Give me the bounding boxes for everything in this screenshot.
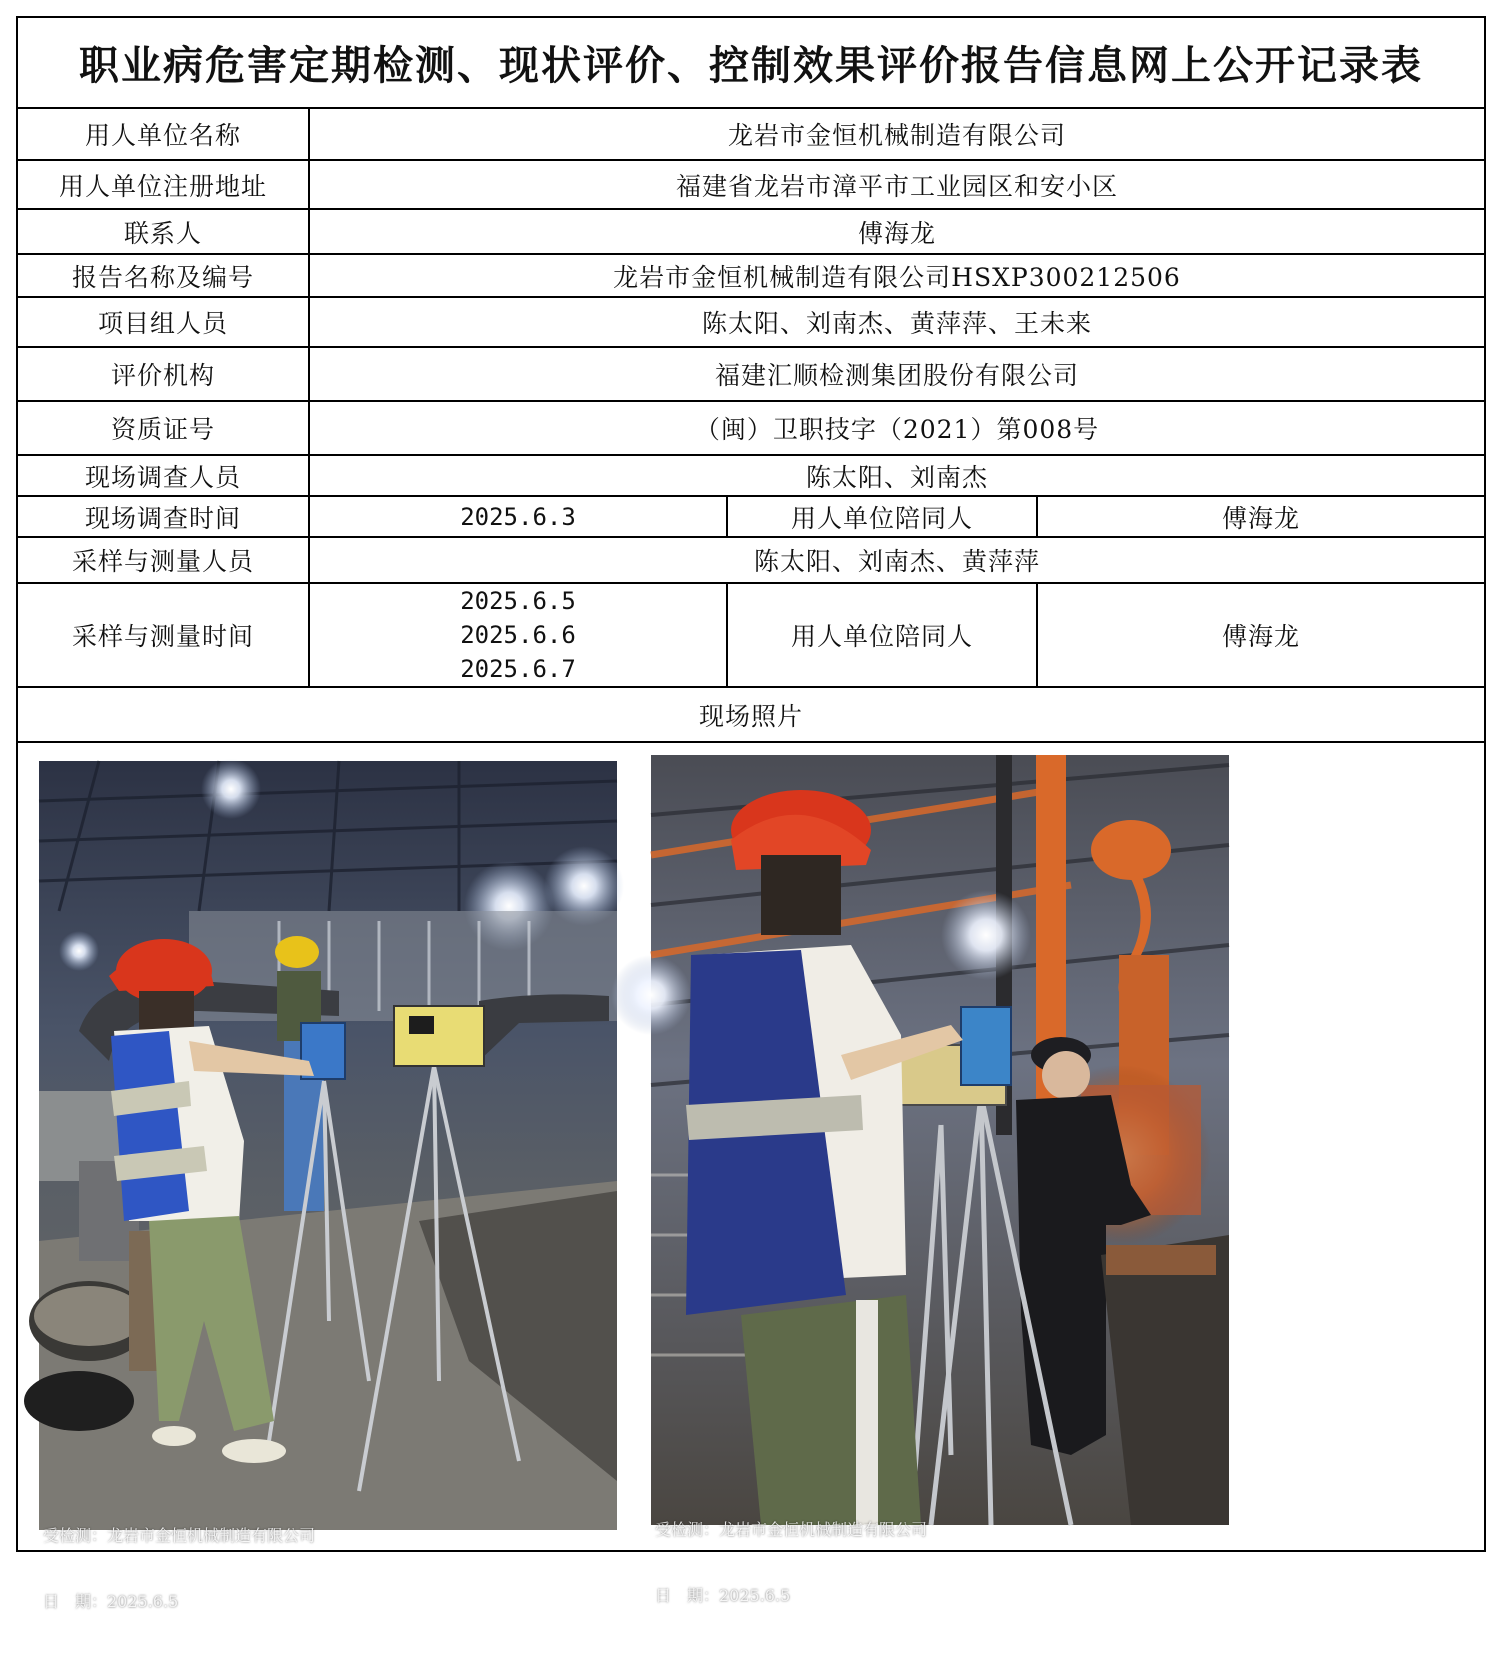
- row-sampling-staff: [18, 538, 1484, 584]
- value-survey-companion: 傅海龙: [1221, 503, 1300, 533]
- label-contact: 联系人: [18, 210, 310, 253]
- label-project-team: 项目组人员: [18, 298, 310, 346]
- value-employer-address: 福建省龙岩市漳平市工业园区和安小区: [675, 171, 1118, 201]
- value-survey-time: 2025.6.3: [310, 497, 728, 536]
- value-contact: 傅海龙: [857, 218, 936, 248]
- photo-2-caption-date: 日 期：2025.6.5: [655, 1586, 791, 1605]
- photo-1-caption-date: 日 期：2025.6.5: [43, 1592, 179, 1611]
- row-photos-header: [18, 688, 1484, 743]
- photo-2-caption-subject: 受检测：龙岩市金恒机械制造有限公司: [655, 1520, 928, 1539]
- row-contact: [18, 210, 1484, 255]
- site-photo-2: [651, 755, 1229, 1605]
- label-sampling-time: 采样与测量时间: [18, 584, 310, 686]
- row-employer-address: [18, 161, 1484, 210]
- photo-1-caption: [43, 1481, 315, 1657]
- label-employer-address: 用人单位注册地址: [18, 161, 310, 208]
- value-report: 龙岩市金恒机械制造有限公司HSXP300212506: [613, 262, 1181, 292]
- label-agency: 评价机构: [18, 348, 310, 400]
- title-row: [18, 18, 1484, 109]
- sampling-date-1: 2025.6.5: [460, 587, 576, 615]
- row-sampling-time: [18, 584, 1484, 688]
- label-report: 报告名称及编号: [18, 255, 310, 296]
- row-survey-time: [18, 497, 1484, 538]
- record-table: [16, 16, 1486, 1611]
- value-agency: 福建汇顺检测集团股份有限公司: [714, 361, 1079, 390]
- label-survey-companion: 用人单位陪同人: [728, 497, 1038, 536]
- label-qualification: 资质证号: [18, 402, 310, 454]
- label-survey-staff: 现场调查人员: [18, 456, 310, 495]
- row-report: [18, 255, 1484, 298]
- photo-2-caption: [655, 1475, 927, 1651]
- document-title: 职业病危害定期检测、现状评价、控制效果评价报告信息网上公开记录表: [79, 43, 1423, 89]
- sampling-date-3: 2025.6.7: [460, 655, 576, 683]
- site-photo-1: [39, 761, 617, 1611]
- site-photo-2-image: [651, 755, 1229, 1525]
- label-employer-name: 用人单位名称: [18, 109, 310, 159]
- value-sampling-companion: 傅海龙: [1221, 622, 1300, 651]
- label-survey-time: 现场调查时间: [18, 497, 310, 536]
- value-sampling-staff: 陈太阳、刘南杰、黄萍萍: [753, 547, 1040, 576]
- photos-header: 现场照片: [698, 701, 803, 731]
- label-sampling-companion: 用人单位陪同人: [728, 584, 1038, 686]
- value-qualification: （闽）卫职技字（2021）第008号: [694, 415, 1100, 444]
- row-employer-name: [18, 109, 1484, 161]
- value-employer-name: 龙岩市金恒机械制造有限公司: [727, 121, 1066, 150]
- row-project-team: [18, 298, 1484, 348]
- photo-1-caption-subject: 受检测：龙岩市金恒机械制造有限公司: [43, 1526, 316, 1545]
- value-sampling-dates: [310, 584, 728, 686]
- site-photo-1-image: [39, 761, 617, 1530]
- sampling-date-2: 2025.6.6: [460, 621, 576, 649]
- label-sampling-staff: 采样与测量人员: [18, 538, 310, 582]
- value-survey-staff: 陈太阳、刘南杰: [805, 462, 988, 492]
- row-survey-staff: [18, 456, 1484, 497]
- value-project-team: 陈太阳、刘南杰、黄萍萍、王未来: [701, 309, 1092, 338]
- row-agency: [18, 348, 1484, 402]
- row-qualification: [18, 402, 1484, 456]
